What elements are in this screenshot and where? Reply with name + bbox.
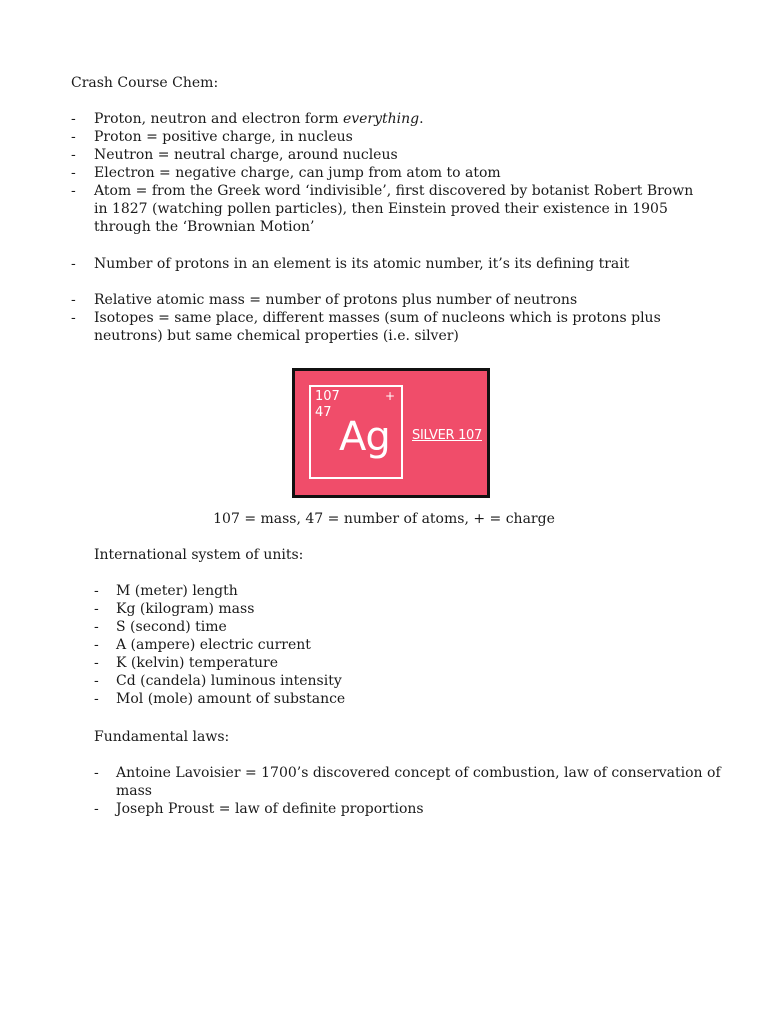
list-item-text: Electron = negative charge, can jump from atom to atom xyxy=(94,165,501,181)
list-item xyxy=(94,764,734,800)
mass-isotopes-list xyxy=(71,291,711,345)
list-item xyxy=(94,690,714,708)
list-item xyxy=(94,618,714,636)
bullet-dash: - xyxy=(71,147,76,163)
bullet-dash: - xyxy=(94,765,99,781)
bullet-dash: - xyxy=(94,583,99,599)
list-item-text: Isotopes = same place, different masses (sum of nucleons which is protons plus neutrons) but same chemical properties (i.e. silver) xyxy=(94,310,661,344)
list-item xyxy=(71,110,711,128)
bullet-dash: - xyxy=(94,637,99,653)
laws-heading: Fundamental laws: xyxy=(94,729,230,745)
list-item-text: Joseph Proust = law of definite proportions xyxy=(116,801,424,817)
list-item-text: Cd (candela) luminous intensity xyxy=(116,673,342,689)
list-item-text: Proton, neutron and electron form xyxy=(94,111,343,127)
element-name: SILVER 107 xyxy=(412,428,482,443)
list-item-text: A (ampere) electric current xyxy=(116,637,311,653)
list-item-text: Relative atomic mass = number of protons plus number of neutrons xyxy=(94,292,578,308)
list-item xyxy=(71,182,711,236)
list-item xyxy=(71,128,711,146)
list-item xyxy=(71,255,711,273)
bullet-dash: - xyxy=(94,601,99,617)
list-item-text: Neutron = neutral charge, around nucleus xyxy=(94,147,398,163)
silver-element-image xyxy=(292,368,490,498)
list-item-text: M (meter) length xyxy=(116,583,238,599)
element-tile xyxy=(309,385,403,479)
bullet-dash: - xyxy=(71,256,76,272)
element-atomic-number: 47 xyxy=(315,405,332,420)
units-list xyxy=(94,582,714,708)
particles-list xyxy=(71,110,711,236)
list-item xyxy=(94,636,714,654)
list-item-text: Antoine Lavoisier = 1700’s discovered concept of combustion, law of conservation of mass xyxy=(116,765,721,799)
bullet-dash: - xyxy=(94,619,99,635)
emphasis-text: everything xyxy=(342,111,420,127)
list-item xyxy=(94,582,714,600)
element-mass: 107 xyxy=(315,389,340,404)
list-item-text: Atom = from the Greek word ‘indivisible’, first discovered by botanist Robert Brown in 1827 (watching pollen particles), then Einstein proved their existence in 1905 through the ‘Brownian Motion’ xyxy=(94,183,694,235)
bullet-dash: - xyxy=(94,655,99,671)
list-item xyxy=(94,654,714,672)
list-item xyxy=(94,600,714,618)
laws-list xyxy=(94,764,734,818)
units-heading: International system of units: xyxy=(94,547,304,563)
list-item-text: Number of protons in an element is its atomic number, it’s its defining trait xyxy=(94,256,630,272)
list-item xyxy=(71,164,711,182)
bullet-dash: - xyxy=(94,801,99,817)
bullet-dash: - xyxy=(71,129,76,145)
bullet-dash: - xyxy=(71,292,76,308)
list-item xyxy=(71,309,711,345)
list-item-text: S (second) time xyxy=(116,619,227,635)
atomic-number-list xyxy=(71,255,711,273)
figure-caption: 107 = mass, 47 = number of atoms, + = charge xyxy=(213,511,555,527)
bullet-dash: - xyxy=(71,111,76,127)
bullet-dash: - xyxy=(71,183,76,199)
element-symbol: Ag xyxy=(339,414,390,460)
list-item-text: Mol (mole) amount of substance xyxy=(116,691,346,707)
bullet-dash: - xyxy=(94,673,99,689)
list-item xyxy=(71,146,711,164)
list-item-text: Proton = positive charge, in nucleus xyxy=(94,129,353,145)
list-item-text: Kg (kilogram) mass xyxy=(116,601,255,617)
list-item-text: . xyxy=(419,111,424,127)
document-title: Crash Course Chem: xyxy=(71,75,219,91)
list-item-text: K (kelvin) temperature xyxy=(116,655,279,671)
list-item xyxy=(94,672,714,690)
bullet-dash: - xyxy=(94,691,99,707)
bullet-dash: - xyxy=(71,165,76,181)
bullet-dash: - xyxy=(71,310,76,326)
list-item xyxy=(94,800,734,818)
element-charge: + xyxy=(384,389,395,403)
list-item xyxy=(71,291,711,309)
